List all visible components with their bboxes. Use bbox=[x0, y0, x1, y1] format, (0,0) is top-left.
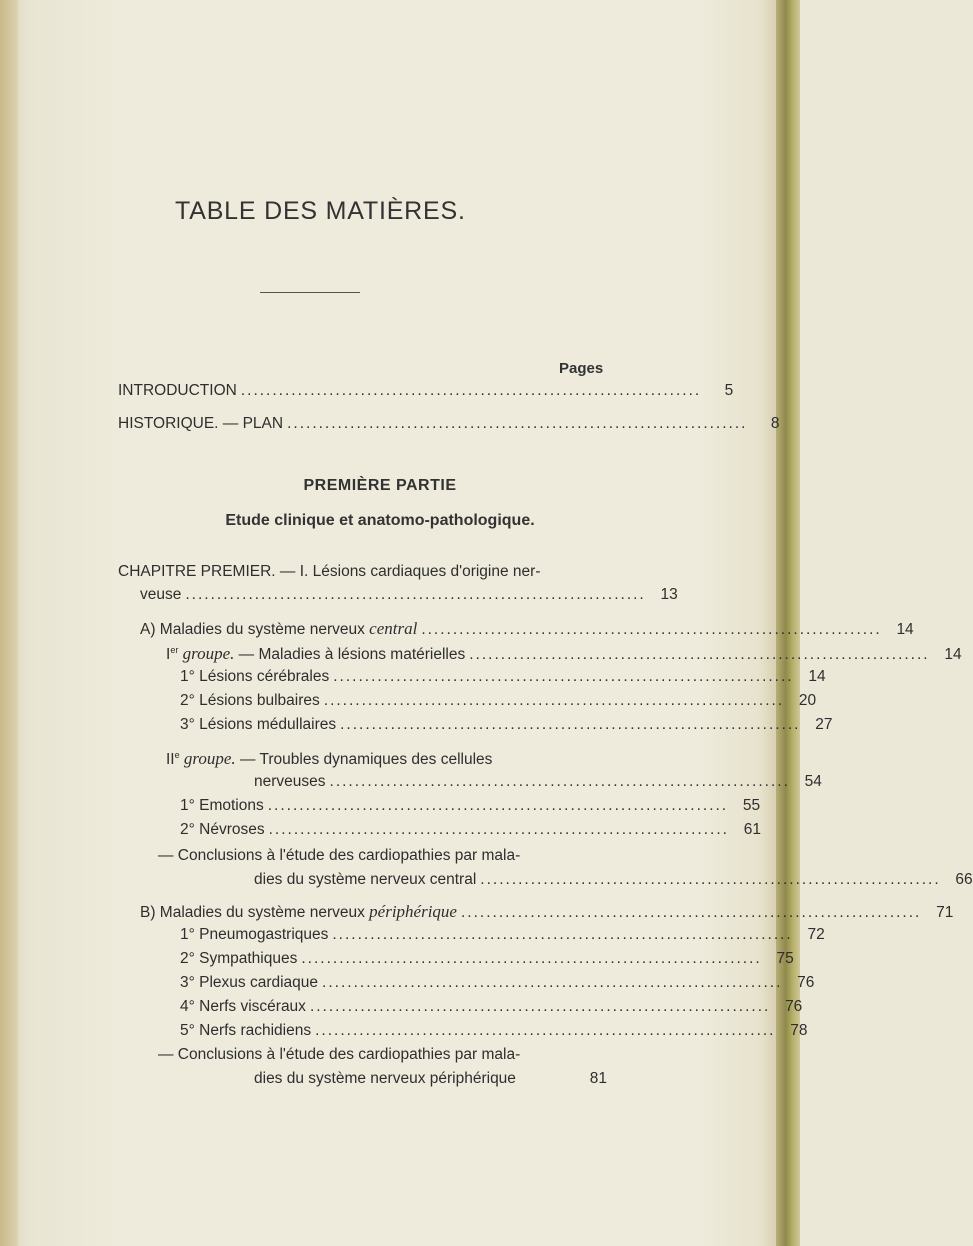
toc-entry-group-1: Ier groupe. — Maladies à lésions matérielles ......................................................................... 14 bbox=[166, 644, 962, 663]
toc-entry-b: B) Maladies du système nerveux périphérique ......................................................................... 71 bbox=[140, 902, 954, 921]
toc-conclusion-b-line2: dies du système nerveux périphérique 81 bbox=[254, 1070, 607, 1087]
toc-entry-b-4: 4° Nerfs viscéraux ......................................................................... 76 bbox=[180, 998, 803, 1015]
toc-conclusion-a-line2: dies du système nerveux central ......................................................................... 66 bbox=[254, 871, 973, 888]
part-title: PREMIÈRE PARTIE bbox=[303, 477, 457, 494]
toc-entry-g1-2: 2° Lésions bulbaires ......................................................................... 20 bbox=[180, 692, 817, 709]
pages-column-label: Pages bbox=[559, 360, 604, 377]
page-left-edge bbox=[0, 0, 18, 1246]
title-rule bbox=[260, 292, 360, 293]
toc-entry-g1-3: 3° Lésions médullaires ......................................................................... 27 bbox=[180, 716, 833, 733]
toc-entry-introduction: INTRODUCTION ......................................................................... 5 bbox=[118, 382, 734, 399]
toc-entry-g1-1: 1° Lésions cérébrales ......................................................................... 14 bbox=[180, 668, 826, 685]
toc-entry-g2-2: 2° Névroses ......................................................................... 61 bbox=[180, 821, 761, 838]
page-title: TABLE DES MATIÈRES. bbox=[175, 197, 466, 225]
toc-entry-b-1: 1° Pneumogastriques ......................................................................... 72 bbox=[180, 926, 825, 943]
toc-chapter-1-line2: veuse ......................................................................... 13 bbox=[140, 586, 678, 603]
toc-chapter-1-line1: CHAPITRE PREMIER. — I. Lésions cardiaques d'origine ner- bbox=[118, 563, 541, 580]
toc-entry-b-3: 3° Plexus cardiaque ......................................................................... 76 bbox=[180, 974, 815, 991]
toc-entry-historique: HISTORIQUE. — PLAN ......................................................................... 8 bbox=[118, 415, 780, 432]
toc-entry-b-5: 5° Nerfs rachidiens ......................................................................... 78 bbox=[180, 1022, 808, 1039]
toc-entry-b-2: 2° Sympathiques ......................................................................... 75 bbox=[180, 950, 794, 967]
toc-conclusion-b-line1: — Conclusions à l'étude des cardiopathies par mala- bbox=[158, 1046, 521, 1063]
toc-entry-a: A) Maladies du système nerveux central ......................................................................... 14 bbox=[140, 619, 914, 638]
toc-entry-group-2-line2: nerveuses ......................................................................... 54 bbox=[254, 773, 822, 790]
toc-entry-group-2-line1: IIe groupe. — Troubles dynamiques des cellules bbox=[166, 749, 493, 768]
toc-entry-g2-1: 1° Emotions ......................................................................... 55 bbox=[180, 797, 761, 814]
part-subtitle: Etude clinique et anatomo-pathologique. bbox=[225, 512, 535, 529]
toc-conclusion-a-line1: — Conclusions à l'étude des cardiopathies par mala- bbox=[158, 847, 521, 864]
